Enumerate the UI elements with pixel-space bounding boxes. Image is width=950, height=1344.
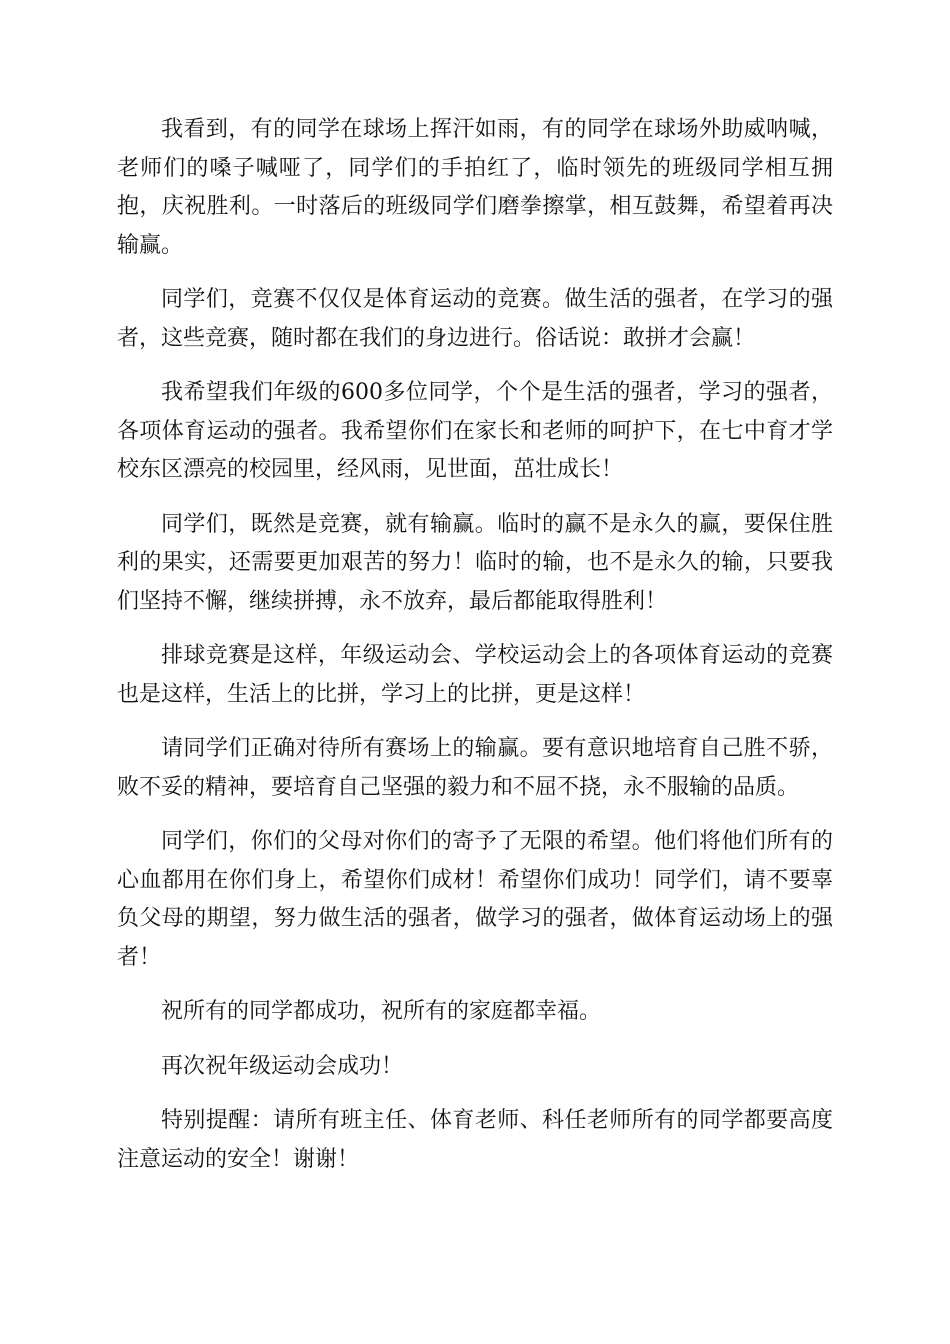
- paragraph-1: 我看到，有的同学在球场上挥汗如雨，有的同学在球场外助威呐喊，老师们的嗓子喊哑了，同学们的手拍红了，临时领先的班级同学相互拥抱，庆祝胜利。一时落后的班级同学们磨拳擦掌，相互鼓舞，希望着再决输赢。: [117, 117, 833, 258]
- paragraph-6: 请同学们正确对待所有赛场上的输赢。要有意识地培育自己胜不骄，败不妥的精神，要培育自己坚强的毅力和不屈不挠，永不服输的品质。: [117, 736, 833, 800]
- paragraph-4: 同学们，既然是竞赛，就有输赢。临时的赢不是永久的赢，要保住胜利的果实，还需要更加艰苦的努力！临时的输，也不是永久的输，只要我们坚持不懈，继续拼搏，永不放弃，最后都能取得胜利！: [117, 511, 833, 614]
- paragraph-10: 特别提醒：请所有班主任、体育老师、科任老师所有的同学都要高度注意运动的安全！谢谢！: [117, 1108, 833, 1172]
- document-body: [117, 111, 833, 1195]
- paragraph-3: 我希望我们年级的600多位同学，个个是生活的强者，学习的强者，各项体育运动的强者。我希望你们在家长和老师的呵护下，在七中育才学校东区漂亮的校园里，经风雨，见世面，茁壮成长！: [117, 380, 833, 482]
- paragraph-9: 再次祝年级运动会成功！: [161, 1053, 404, 1079]
- paragraph-5: 排球竞赛是这样，年级运动会、学校运动会上的各项体育运动的竞赛也是这样，生活上的比拼，学习上的比拼，更是这样！: [117, 643, 833, 707]
- paragraph-8: 祝所有的同学都成功，祝所有的家庭都幸福。: [161, 999, 602, 1024]
- paragraph-7: 同学们，你们的父母对你们的寄予了无限的希望。他们将他们所有的心血都用在你们身上，希望你们成材！希望你们成功！同学们，请不要辜负父母的期望，努力做生活的强者，做学习的强者，做体育运动场上的强者！: [117, 829, 833, 970]
- paragraph-2: 同学们，竞赛不仅仅是体育运动的竞赛。做生活的强者，在学习的强者，这些竞赛，随时都在我们的身边进行。俗话说：敢拼才会赢！: [117, 287, 833, 351]
